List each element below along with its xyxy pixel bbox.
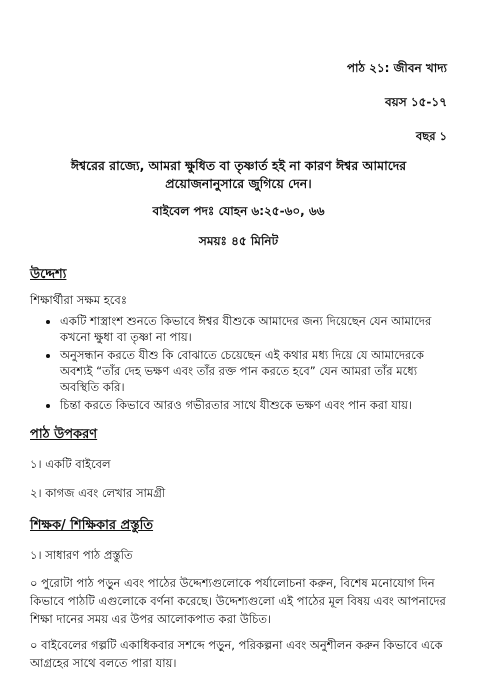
age-range: বয়স ১৫-১৭ <box>385 95 447 109</box>
teacher-prep-paragraph: ০ বাইবেলের গল্পটি একাধিকবার সশব্দে পড়ুন, পরিকল্পনা এবং অনুশীলন করুন কিভাবে একে আগ্রহের সাথে বলতে পারা যায়। <box>30 638 443 670</box>
teacher-prep-subheading: ১। সাধারণ পাঠ প্রস্তুতি <box>30 548 133 562</box>
objectives-heading: উদ্দেশ্য <box>30 267 67 282</box>
objectives-intro: শিক্ষার্থীরা সক্ষম হবেঃ <box>30 293 127 307</box>
list-item: • একটি শাস্ত্রাংশ শুনতে কিভাবে ঈশ্বর যীশুকে আমাদের জন্য দিয়েছেন যেন আমাদের কখনো ক্ষুধা বা তৃষ্ণা না পায়। <box>60 313 447 345</box>
objectives-list <box>30 313 447 413</box>
material-item-paper: ২। কাগজ এবং লেখার সামগ্রী <box>30 486 166 500</box>
materials-heading: পাঠ উপকরণ <box>30 427 98 442</box>
year-label: বছর ১ <box>415 129 447 143</box>
bible-passage: বাইবেল পদঃ যোহন ৬:২৫-৬০, ৬৬ <box>152 204 325 218</box>
lesson-time: সময়ঃ ৪৫ মিনিট <box>198 234 279 248</box>
lesson-title: পাঠ ২১: জীবন খাদ্য <box>346 61 447 75</box>
teacher-prep-paragraph: ০ পুরোটা পাঠ পড়ুন এবং পাঠের উদ্দেশ্যগুলোকে পর্যালোচনা করুন, বিশেষ মনোযোগ দিন কিভাবে পাঠটি এগুলোকে বর্ণনা করেছে। উদ্দেশ্যগুলো এই পাঠের মূল বিষয় এবং আপনাদের শিক্ষা দানের সময় এর উপর আলোকপাত করা উচিত। <box>30 576 446 626</box>
lesson-theme: ঈশ্বরের রাজ্যে, আমরা ক্ষুধিত বা তৃষ্ণার্ত হই না কারণ ঈশ্বর আমাদের প্রয়োজনানুসারে জুগিয়ে দেন। <box>70 158 407 191</box>
list-item: • চিন্তা করতে কিভাবে আরও গভীরতার সাথে যীশুকে ভক্ষণ এবং পান করা যায়। <box>60 397 447 413</box>
teacher-prep-heading: শিক্ষক/ শিক্ষিকার প্রস্তুতি <box>30 518 154 533</box>
material-item-bible: ১। একটি বাইবেল <box>30 457 111 471</box>
list-item: • অনুসন্ধান করতে যীশু কি বোঝাতে চেয়েছেন এই কথার মধ্য দিয়ে যে আমাদেরকে অবশ্যই “তাঁর দেহ ভক্ষণ এবং তাঁর রক্ত পান করতে হবে” যেন আমরা তাঁর মধ্যে অবস্থিতি করি। <box>60 347 447 395</box>
